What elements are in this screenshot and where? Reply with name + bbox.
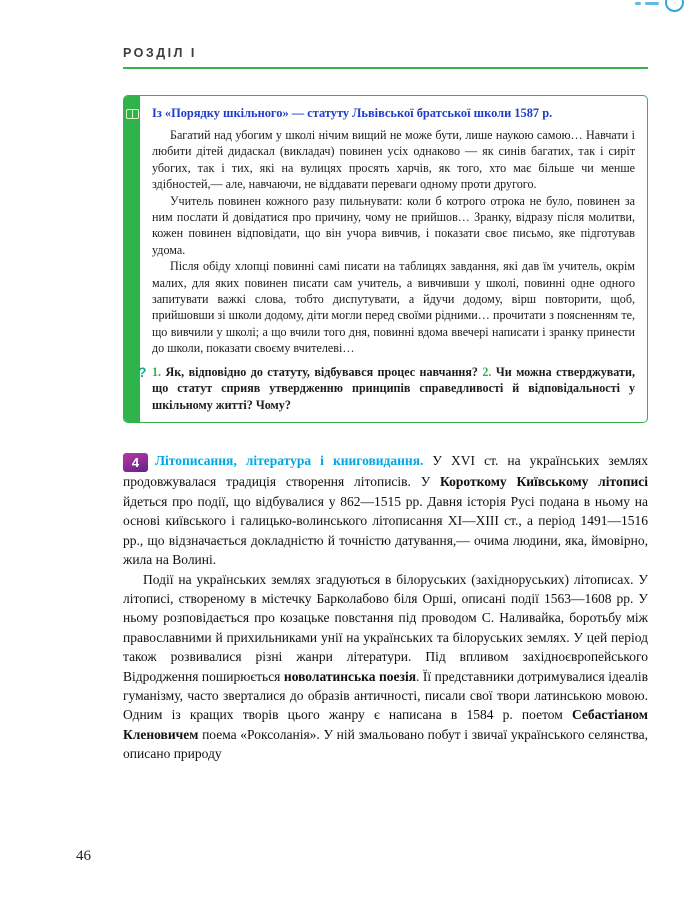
page-number: 46: [76, 848, 91, 864]
logo-mark-icon: [635, 2, 641, 5]
book-icon: [126, 109, 139, 119]
question-number: 1.: [152, 364, 162, 379]
section-paragraph-text: У XVI ст. на українських землях продовжувалася традиція створення літописів. У Короткому Київському літописі йдеться про події, що відбувалися у 862—1515 рр. Давня історія Русі подана в ньому на основі київського і галицько-волинського літописання XI—XIII ст., а період 1491—1516 рр., що відзначається докладністю й точністю датування,— очима людини, яка, ймовірно, жила на Волині.: [123, 453, 649, 568]
chapter-divider: [123, 67, 648, 69]
source-quote-box: [123, 95, 648, 423]
question-text: Чи можна стверджувати, що статут сприяв утвердженню принципів справедливості й відповідальності у шкільному житті? Чому?: [152, 364, 635, 412]
question-number: 2.: [482, 364, 492, 379]
questions-block: [138, 363, 635, 414]
section-heading: Літописання, література і книговидання.: [155, 453, 424, 469]
section-number-badge: 4: [123, 453, 148, 472]
question-text: Як, відповідно до статуту, відбувався процес навчання?: [165, 364, 478, 379]
section-paragraph-text: Події на українських землях згадуються в білоруських (західноруських) літописах. У літописі, створеному в містечку Барколабово біля Орші, описані події 1563—1608 рр. У ньому розповідається про козацьке повстання під проводом С. Наливайка, боротьбу між православними й прихильниками унії на українських та білоруських землях. У цей період також розвивалися різні жанри літератури. Під впливом західноєвропейського Відродження поширюється новолатинська поезія. Її представники дотримувалися ідеалів гуманізму, часто зверталися до образів античності, писали свої твори латинською мовою. Одним із кращих творів цього жанру є написана в 1584 р. поетом Себастіаном Кленовичем поема «Роксоланія». У ній змальовано побут і звичаї українського селянства, описано природу: [123, 571, 648, 762]
quote-paragraph: Учитель повинен кожного разу пильнувати: коли б котрого отрока не було, повинен за ним послати й довідатися про причину, чому не прийшов… Зранку, відразу після молитви, кожен повинен відповідати, що він учора вивчив, і показати своє письмо, яке підготував удома.: [152, 193, 635, 257]
question-mark-icon: ?: [138, 363, 147, 380]
quote-paragraph: Після обіду хлопці повинні самі писати на таблицях завдання, які дав їм учитель, окрім малих, для яких повинен писати сам учитель, а вивчивши у школі, повинні одне одного запитувати важкі слова, тобто диспутувати, а йдучи додому, вірш повторити, щоб, прийшовши зі школи додому, діти могли перед своїми рідними… прочитати з поясненням те, що вивчили у школі; а що вчили того дня, повинні вдома ввечері написати і зранку принести до школи, показати своєму вчителеві…: [152, 259, 635, 356]
chapter-heading: РОЗДІЛ І: [123, 46, 197, 60]
section-paragraph: [123, 570, 648, 764]
logo-circle-icon: [665, 0, 684, 12]
quote-paragraph: Багатий над убогим у школі нічим вищий не може бути, лише наукою самою… Навчати і любити дітей дидаскал (викладач) повинен усіх однаково — як синів багатих, так і сиріт убогих, так і тих, які на вулицях просять харчів, як того, хто має більше чи менше здібностей,— але, навчаючи, не віддавати переваги одному проти другого.: [152, 128, 635, 192]
quote-title: Із «Порядку шкільного» — статуту Львівської братської школи 1587 р.: [152, 106, 553, 120]
section-paragraph: [123, 451, 648, 569]
page-content: [123, 46, 648, 764]
publisher-corner-logo: [665, 0, 684, 17]
logo-mark-icon: [645, 2, 659, 5]
